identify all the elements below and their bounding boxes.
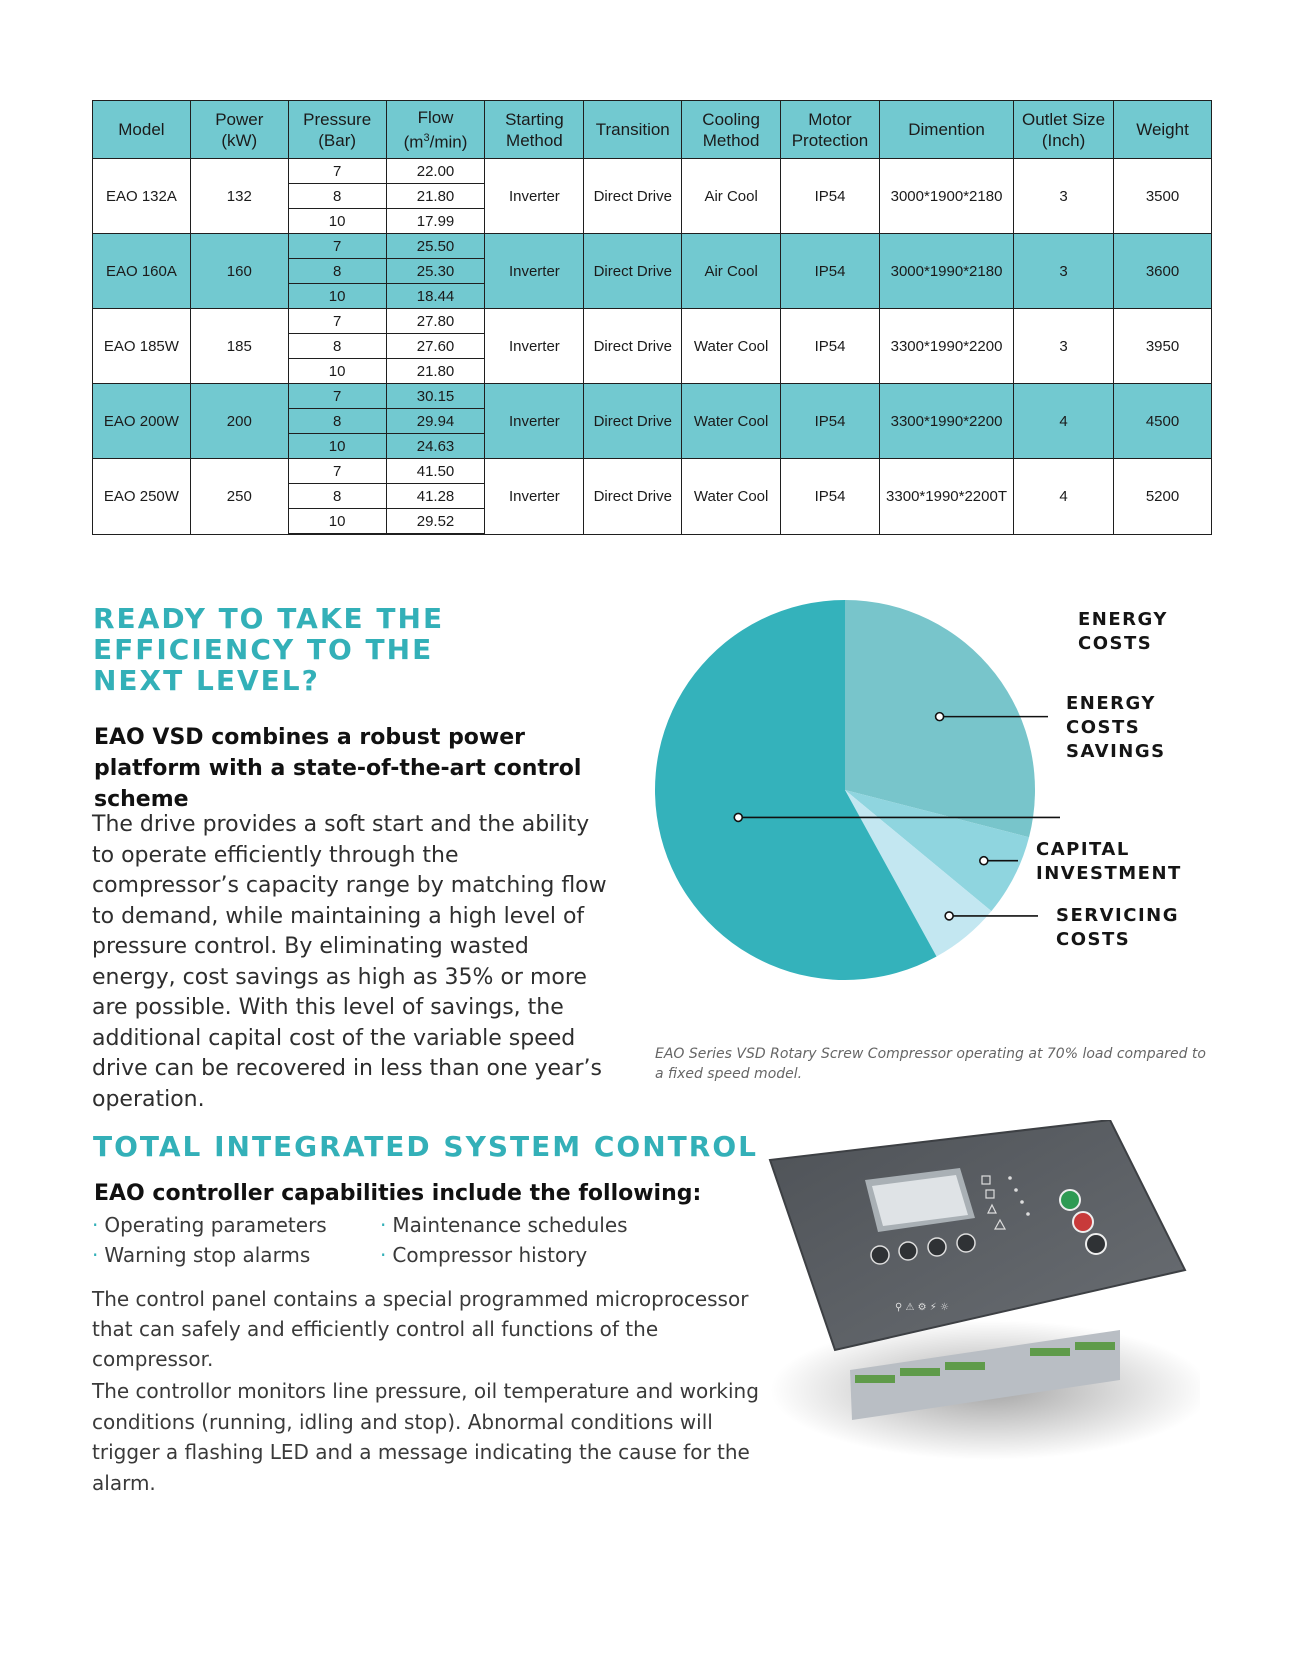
cell-flow: 17.99 — [386, 209, 485, 234]
cell-weight: 4500 — [1114, 384, 1212, 459]
cell-pressure: 10 — [288, 284, 386, 309]
capability-item: · Maintenance schedules — [380, 1213, 628, 1237]
bullet-dot: · — [380, 1243, 387, 1267]
bullet-dot: · — [92, 1213, 99, 1237]
cell-pressure: 8 — [288, 259, 386, 284]
cell-flow: 21.80 — [386, 359, 485, 384]
cell-flow: 25.30 — [386, 259, 485, 284]
vsd-lead-text: EAO VSD combines a robust power platform with a state-of-the-art control scheme — [94, 725, 582, 812]
cell-flow: 27.80 — [386, 309, 485, 334]
cell-dimension: 3300*1990*2200T — [879, 459, 1013, 535]
cell-starting-method: Inverter — [485, 159, 584, 234]
cell-weight: 3500 — [1114, 159, 1212, 234]
slice-label — [1078, 609, 1168, 654]
control-heading: TOTAL INTEGRATED SYSTEM CONTROL — [93, 1130, 758, 1163]
cell-cooling-method: Air Cool — [682, 234, 781, 309]
cost-pie-chart — [640, 600, 1200, 980]
ready-heading: READY TO TAKE THE EFFICIENCY TO THE NEXT LEVEL? — [93, 602, 445, 697]
header-weight: Weight — [1114, 101, 1212, 159]
cell-motor-protection: IP54 — [781, 234, 880, 309]
cell-pressure: 7 — [288, 309, 386, 334]
capabilities-lead: EAO controller capabilities include the following: — [94, 1181, 702, 1206]
slice-label-line: INVESTMENT — [1036, 863, 1182, 884]
reset-button — [1086, 1234, 1106, 1254]
cell-weight: 3950 — [1114, 309, 1212, 384]
pie-slices — [655, 600, 1035, 980]
table-row — [93, 459, 1212, 484]
header-dimention: Dimention — [879, 101, 1013, 159]
slice-label-line: COSTS — [1066, 717, 1141, 738]
cell-pressure: 8 — [288, 184, 386, 209]
cell-pressure: 10 — [288, 209, 386, 234]
table-row — [93, 234, 1212, 259]
terminal-block — [855, 1375, 895, 1383]
cell-starting-method: Inverter — [485, 234, 584, 309]
cell-dimension: 3300*1990*2200 — [879, 384, 1013, 459]
cell-power: 160 — [190, 234, 288, 309]
terminal-block — [1030, 1348, 1070, 1356]
drive-description: The drive provides a soft start and the ability to operate efficiently through the compressor’s capacity range by matching flow to demand, while maintaining a high level of pressure control. By eliminating wasted energy, cost savings as high as 35% or more are possible. With this level of savings, the additional capital cost of the variable speed drive can be recovered in less than one year’s operation. — [92, 812, 607, 1112]
cell-pressure: 8 — [288, 334, 386, 359]
cell-transition: Direct Drive — [584, 234, 682, 309]
cell-cooling-method: Water Cool — [682, 309, 781, 384]
cell-pressure: 7 — [288, 234, 386, 259]
cell-outlet-size: 3 — [1014, 234, 1114, 309]
cell-cooling-method: Air Cool — [682, 159, 781, 234]
cell-pressure: 8 — [288, 409, 386, 434]
panel-face — [770, 1120, 1185, 1350]
cell-transition: Direct Drive — [584, 384, 682, 459]
header-model: Model — [93, 101, 191, 159]
cell-model: EAO 160A — [93, 234, 191, 309]
chart-caption: EAO Series VSD Rotary Screw Compressor operating at 70% load compared to a fixed speed model. — [655, 1046, 1206, 1082]
cell-power: 132 — [190, 159, 288, 234]
header-transition: Transition — [584, 101, 682, 159]
header-power: Power (kW) — [190, 101, 288, 159]
cell-pressure: 7 — [288, 159, 386, 184]
cell-model: EAO 200W — [93, 384, 191, 459]
cell-pressure: 10 — [288, 509, 386, 535]
spec-table-body — [93, 159, 1212, 535]
terminal-block — [945, 1362, 985, 1370]
leader-marker — [734, 813, 742, 821]
cell-pressure: 7 — [288, 384, 386, 409]
cell-transition: Direct Drive — [584, 159, 682, 234]
capability-item: · Compressor history — [380, 1243, 588, 1267]
cell-power: 200 — [190, 384, 288, 459]
start-button — [1060, 1190, 1080, 1210]
cell-flow: 27.60 — [386, 334, 485, 359]
cell-cooling-method: Water Cool — [682, 384, 781, 459]
control-panel-text: The control panel contains a special programmed microprocessor that can safely and efficiently control all functions of the compressor. — [92, 1287, 749, 1371]
slice-label-line: CAPITAL — [1036, 839, 1130, 860]
cell-flow: 29.52 — [386, 509, 485, 535]
header-starting-method: Starting Method — [485, 101, 584, 159]
slice-label — [1056, 905, 1179, 950]
nav-button — [871, 1246, 889, 1264]
cell-outlet-size: 4 — [1014, 384, 1114, 459]
slice-label-line: ENERGY — [1078, 609, 1168, 630]
nav-button — [957, 1234, 975, 1252]
slice-label — [1066, 693, 1166, 762]
bullet-dot: · — [380, 1213, 387, 1237]
leader-marker — [945, 912, 953, 920]
slice-label-line: SERVICING — [1056, 905, 1179, 926]
cell-dimension: 3300*1990*2200 — [879, 309, 1013, 384]
slice-label-line: ENERGY — [1066, 693, 1156, 714]
cell-pressure: 7 — [288, 459, 386, 484]
cell-flow: 25.50 — [386, 234, 485, 259]
terminal-block — [1075, 1342, 1115, 1350]
cell-outlet-size: 4 — [1014, 459, 1114, 535]
header-outlet-size: Outlet Size (Inch) — [1014, 101, 1114, 159]
table-row — [93, 384, 1212, 409]
cell-motor-protection: IP54 — [781, 309, 880, 384]
capability-item: · Warning stop alarms — [92, 1243, 311, 1267]
cell-model: EAO 250W — [93, 459, 191, 535]
slice-label — [1036, 839, 1182, 884]
cell-pressure: 10 — [288, 434, 386, 459]
table-row — [93, 309, 1212, 334]
leader-marker — [980, 857, 988, 865]
header-pressure: Pressure (Bar) — [288, 101, 386, 159]
cell-weight: 5200 — [1114, 459, 1212, 535]
cell-model: EAO 132A — [93, 159, 191, 234]
cell-motor-protection: IP54 — [781, 159, 880, 234]
cell-power: 250 — [190, 459, 288, 535]
cell-flow: 18.44 — [386, 284, 485, 309]
slice-label-line: COSTS — [1078, 633, 1153, 654]
table-header-row — [93, 101, 1212, 159]
cell-flow: 30.15 — [386, 384, 485, 409]
cell-power: 185 — [190, 309, 288, 384]
cell-model: EAO 185W — [93, 309, 191, 384]
controller-monitor-text: The controllor monitors line pressure, oil temperature and working conditions (running, idling and stop). Abnormal conditions will trigger a flashing LED and a message indicating the cause for the alarm. — [92, 1379, 759, 1495]
slice-label-line: COSTS — [1056, 929, 1131, 950]
header-cooling-method: Cooling Method — [682, 101, 781, 159]
cell-outlet-size: 3 — [1014, 309, 1114, 384]
cell-starting-method: Inverter — [485, 459, 584, 535]
cell-dimension: 3000*1990*2180 — [879, 234, 1013, 309]
cell-flow: 41.28 — [386, 484, 485, 509]
slice-label-line: SAVINGS — [1066, 741, 1166, 762]
bottom-symbol-row: ⚲ ⚠ ⚙ ⚡ ☼ — [895, 1302, 949, 1313]
leader-marker — [936, 713, 944, 721]
nav-button — [899, 1242, 917, 1260]
cell-flow: 29.94 — [386, 409, 485, 434]
cell-flow: 41.50 — [386, 459, 485, 484]
cell-weight: 3600 — [1114, 234, 1212, 309]
cell-flow: 24.63 — [386, 434, 485, 459]
header-flow: Flow $(m^3/\min)$ — [386, 101, 485, 159]
terminal-block — [900, 1368, 940, 1376]
cell-transition: Direct Drive — [584, 459, 682, 535]
header-motor-protection: Motor Protection — [781, 101, 880, 159]
table-row — [93, 159, 1212, 184]
cell-dimension: 3000*1900*2180 — [879, 159, 1013, 234]
cell-flow: 21.80 — [386, 184, 485, 209]
cell-pressure: 8 — [288, 484, 386, 509]
cell-motor-protection: IP54 — [781, 459, 880, 535]
controller-panel-image — [760, 1120, 1200, 1480]
cell-motor-protection: IP54 — [781, 384, 880, 459]
nav-button — [928, 1238, 946, 1256]
cell-transition: Direct Drive — [584, 309, 682, 384]
spec-table — [92, 100, 1212, 535]
capability-item: · Operating parameters — [92, 1213, 327, 1237]
cell-pressure: 10 — [288, 359, 386, 384]
cell-cooling-method: Water Cool — [682, 459, 781, 535]
cell-outlet-size: 3 — [1014, 159, 1114, 234]
cell-starting-method: Inverter — [485, 309, 584, 384]
cell-starting-method: Inverter — [485, 384, 584, 459]
stop-button — [1073, 1212, 1093, 1232]
cell-flow: 22.00 — [386, 159, 485, 184]
bullet-dot: · — [92, 1243, 99, 1267]
